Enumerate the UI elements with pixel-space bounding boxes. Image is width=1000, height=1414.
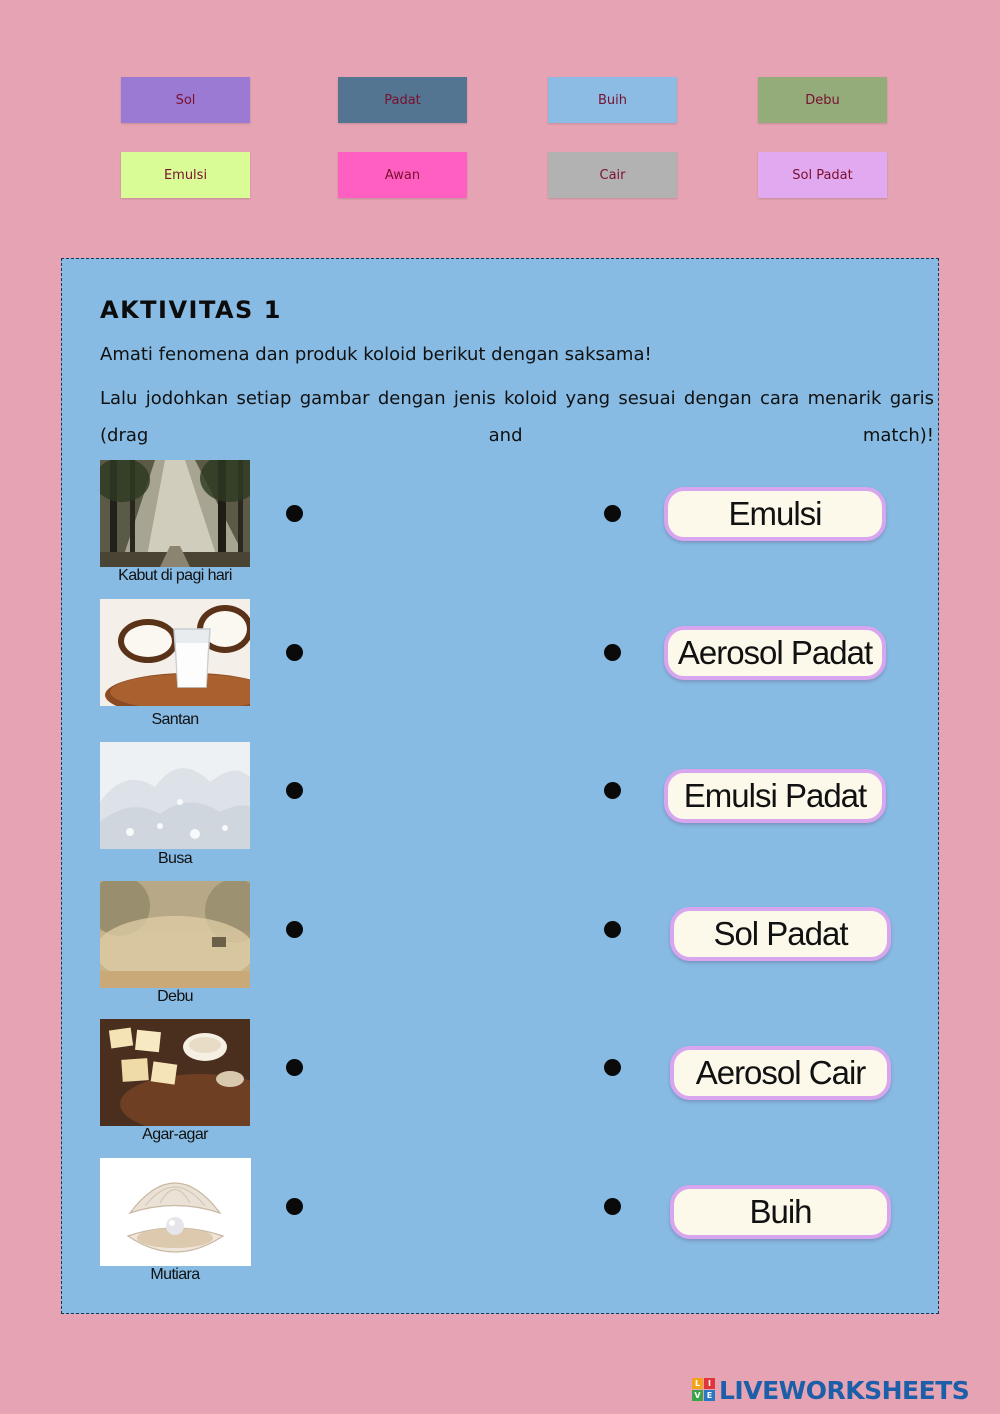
- answer-box-aerosol-padat[interactable]: Aerosol Padat: [664, 626, 886, 680]
- answer-box-emulsi-padat[interactable]: Emulsi Padat: [664, 769, 886, 823]
- answer-box-emulsi[interactable]: Emulsi: [664, 487, 886, 541]
- logo-text: LIVEWORKSHEETS: [719, 1375, 970, 1405]
- option-chip-debu[interactable]: Debu: [758, 77, 887, 123]
- instruction-line-1: Amati fenomena dan produk koloid berikut dengan saksama!: [100, 344, 652, 365]
- right-dot-6[interactable]: [604, 1198, 621, 1215]
- item-caption: Busa: [157, 850, 193, 867]
- left-dot-1[interactable]: [286, 505, 303, 522]
- logo-blocks-icon: L I V E: [692, 1378, 716, 1402]
- misty-forest-photo: [100, 460, 250, 567]
- answer-box-sol-padat[interactable]: Sol Padat: [670, 907, 891, 961]
- left-dot-4[interactable]: [286, 921, 303, 938]
- instruction-line-2: Lalu jodohkan setiap gambar dengan jenis koloid yang sesuai dengan cara menarik garis (drag and match)!: [100, 388, 934, 446]
- dusty-road-photo: [100, 881, 250, 988]
- liveworksheets-logo: [692, 1375, 969, 1405]
- left-dot-5[interactable]: [286, 1059, 303, 1076]
- left-dot-6[interactable]: [286, 1198, 303, 1215]
- item-caption: Mutiara: [150, 1266, 200, 1283]
- item-caption: Debu: [157, 988, 193, 1005]
- item-caption: Santan: [151, 711, 199, 728]
- option-chip-awan[interactable]: Awan: [338, 152, 467, 198]
- answer-box-buih[interactable]: Buih: [670, 1185, 891, 1239]
- option-chip-padat[interactable]: Padat: [338, 77, 467, 123]
- option-chip-emulsi[interactable]: Emulsi: [121, 152, 250, 198]
- option-chip-buih[interactable]: Buih: [548, 77, 677, 123]
- pearl-shell-photo: [100, 1158, 251, 1266]
- right-dot-5[interactable]: [604, 1059, 621, 1076]
- right-dot-1[interactable]: [604, 505, 621, 522]
- foam-photo: [100, 742, 250, 849]
- activity-title: AKTIVITAS 1: [100, 296, 282, 324]
- item-caption: Kabut di pagi hari: [118, 567, 232, 584]
- right-dot-3[interactable]: [604, 782, 621, 799]
- agar-jelly-photo: [100, 1019, 250, 1126]
- coconut-milk-photo: [100, 599, 250, 706]
- answer-box-aerosol-cair[interactable]: Aerosol Cair: [670, 1046, 891, 1100]
- item-caption: Agar-agar: [142, 1126, 208, 1143]
- option-chip-sol[interactable]: Sol: [121, 77, 250, 123]
- left-dot-3[interactable]: [286, 782, 303, 799]
- right-dot-4[interactable]: [604, 921, 621, 938]
- left-dot-2[interactable]: [286, 644, 303, 661]
- right-dot-2[interactable]: [604, 644, 621, 661]
- option-chip-sol-padat[interactable]: Sol Padat: [758, 152, 887, 198]
- option-chip-cair[interactable]: Cair: [548, 152, 677, 198]
